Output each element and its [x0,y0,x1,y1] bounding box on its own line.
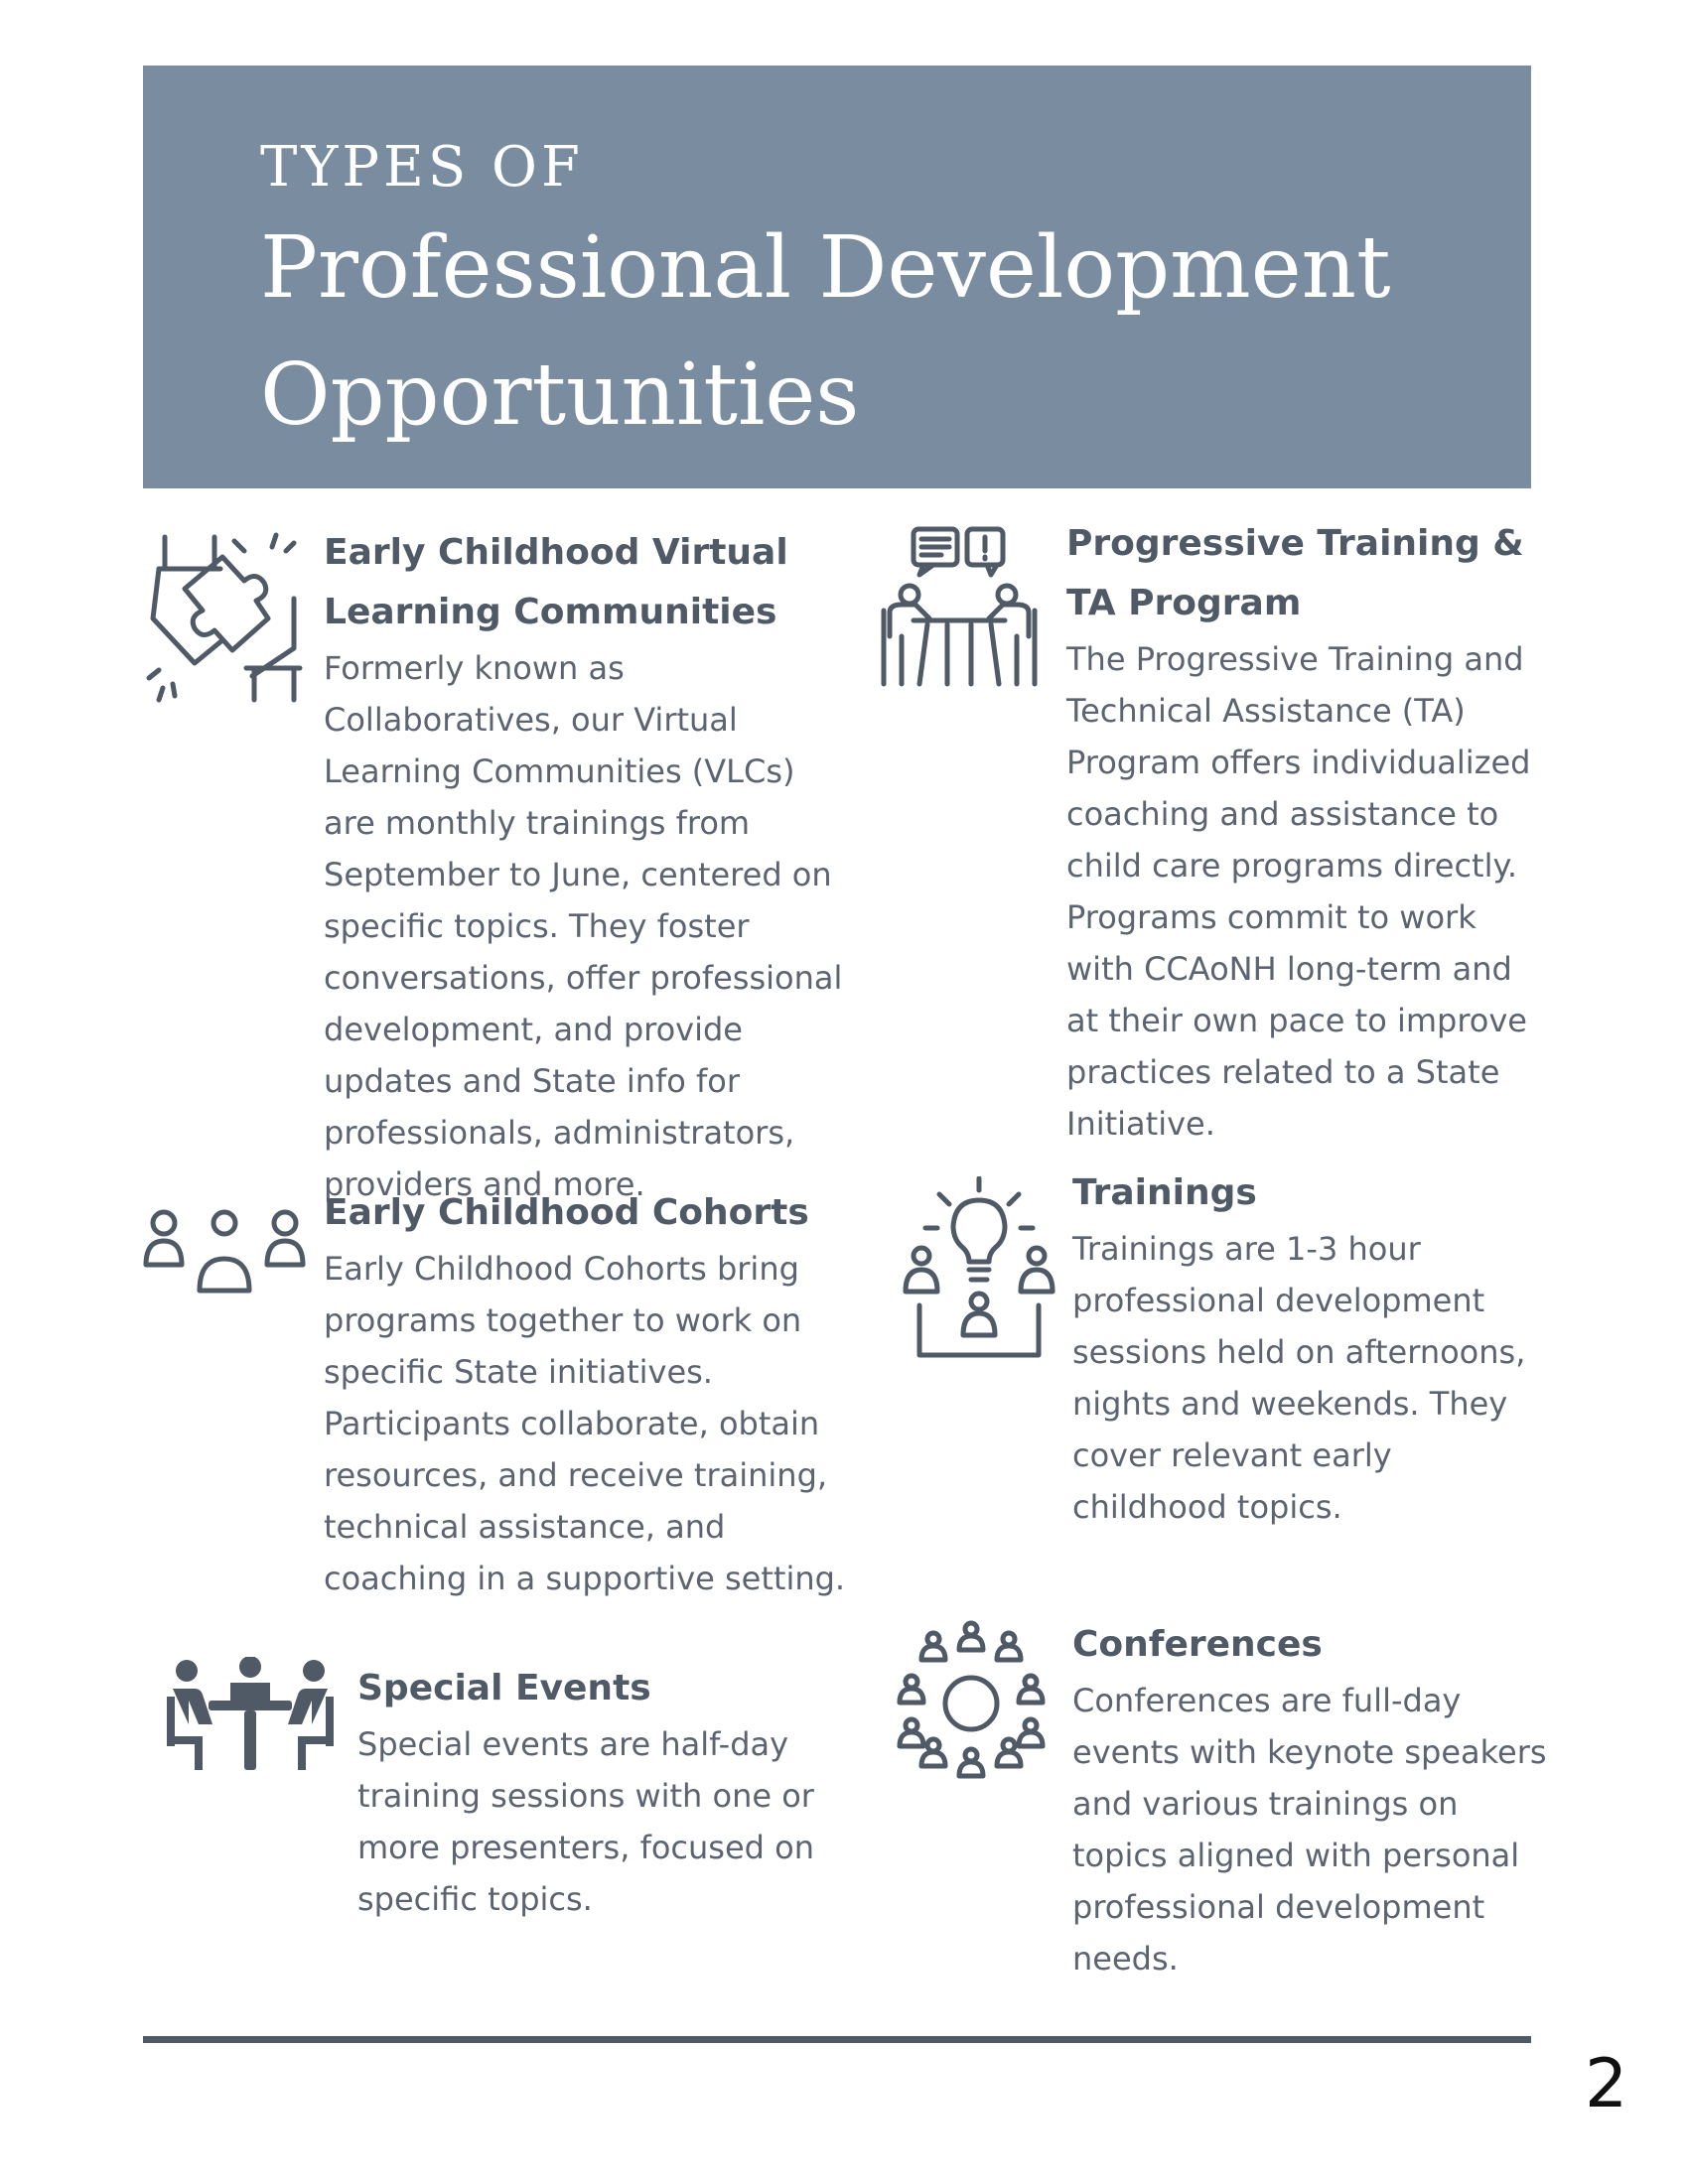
section-trainings-body: Trainings are 1-3 hour professional development sessions held on afternoons, nights and weekends. They cover relevant early childhood topics. [1072,1230,1526,1526]
puzzle-hands-icon [145,529,304,703]
idea-team-icon [896,1176,1062,1365]
header-banner [143,66,1531,488]
section-trainings-title: Trainings [1072,1172,1257,1213]
section-cohorts-title: Early Childhood Cohorts [324,1192,809,1233]
section-vlc [324,523,850,1210]
section-progressive [1066,514,1543,1150]
section-cohorts [324,1183,850,1604]
section-progressive-title: Progressive Training & TA Program [1066,523,1524,623]
section-conferences [1072,1615,1549,1984]
page-title: Professional Development Opportunities [260,218,1391,445]
section-special-events-body: Special events are half-day training sessions with one or more presenters, focused on specific topics. [357,1725,814,1918]
footer-divider [143,2036,1531,2043]
section-trainings [1072,1163,1549,1533]
page-number: 2 [1585,2045,1628,2123]
section-vlc-body: Formerly known as Collaboratives, our Virtual Learning Communities (VLCs) are monthly trainings from September to June, centered on specific topics. They foster conversations, offer professional development, and provide updates and State info for professionals, administrators, providers and more. [324,649,843,1203]
conference-circle-icon [894,1620,1049,1781]
group-people-icon [142,1207,307,1297]
banner-kicker: TYPES OF [260,135,584,200]
section-cohorts-body: Early Childhood Cohorts bring programs together to work on specific State initiatives. Participants collaborate, obtain resources, and receive training, technical assistance, and coaching in a supportive setting. [324,1250,846,1597]
section-vlc-title: Early Childhood Virtual Learning Communities [324,532,788,632]
meeting-discussion-icon [880,525,1039,694]
section-conferences-title: Conferences [1072,1624,1323,1665]
section-conferences-body: Conferences are full-day events with keynote speakers and various trainings on topics aligned with personal professional development needs. [1072,1682,1547,1978]
section-special-events-title: Special Events [357,1668,651,1708]
section-progressive-body: The Progressive Training and Technical Assistance (TA) Program offers individualized coaching and assistance to child care programs directly. Programs commit to work with CCAoNH long-term and at their own pace to improve practices related to a State Initiative. [1066,640,1531,1143]
section-special-events [357,1659,854,1925]
table-meeting-icon [165,1657,336,1776]
